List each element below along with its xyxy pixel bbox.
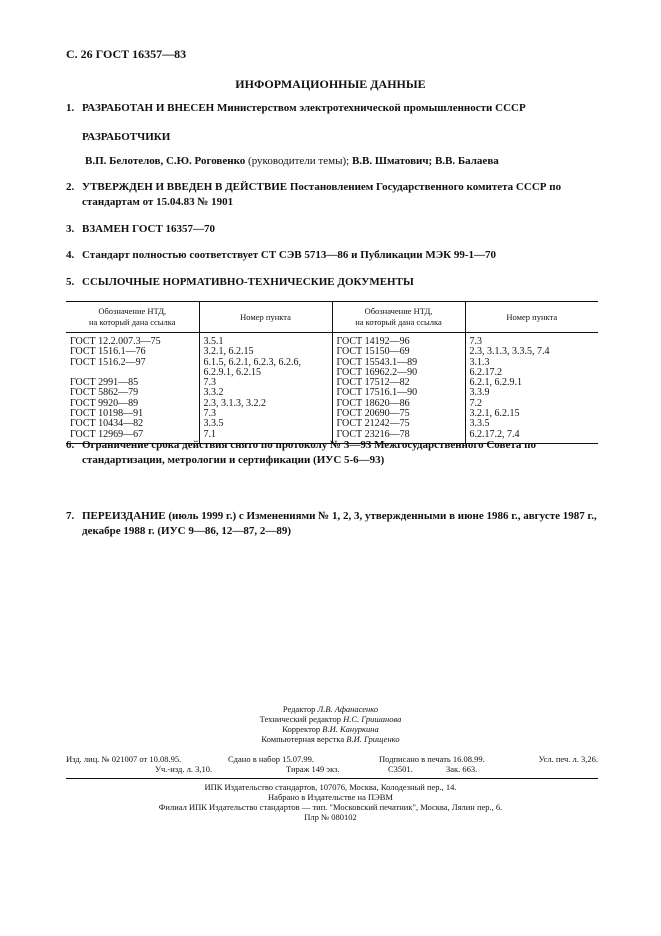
left-point-row: 3.2.1, 6.2.15 bbox=[203, 346, 254, 358]
item-2-number: 2. bbox=[66, 181, 75, 193]
item-2 bbox=[66, 180, 606, 210]
left-designation-row: ГОСТ 10198—91 bbox=[70, 408, 144, 420]
right-point-row: 6.2.17.2 bbox=[469, 366, 502, 378]
item-5-number: 5. bbox=[66, 276, 75, 288]
order-c: С3501. bbox=[388, 764, 413, 774]
right-designation-row: ГОСТ 18620—86 bbox=[336, 397, 410, 409]
pub-sheets: Уч.-изд. л. 3,10. bbox=[155, 764, 213, 774]
right-designation-row: ГОСТ 14192—96 bbox=[336, 336, 410, 347]
right-point-row: 7.2 bbox=[469, 397, 482, 409]
left-designation-column bbox=[66, 333, 199, 444]
sent-to-set: Сдано в набор 15.07.99. bbox=[228, 754, 314, 764]
left-designation-row: ГОСТ 9920—89 bbox=[70, 397, 139, 409]
left-designation-row: ГОСТ 1516.1—76 bbox=[70, 346, 146, 358]
page-title: ИНФОРМАЦИОННЫЕ ДАННЫЕ bbox=[235, 77, 426, 91]
item-3-number: 3. bbox=[66, 223, 75, 235]
header-designation-right-l2: на который дана ссылка bbox=[355, 317, 442, 327]
item-1 bbox=[66, 101, 606, 116]
item-6-number: 6. bbox=[66, 439, 75, 451]
left-designation-row: ГОСТ 2991—85 bbox=[70, 377, 139, 389]
tech-editor-name: Н.С. Гришанова bbox=[343, 714, 402, 724]
right-designation-row: ГОСТ 16962.2—90 bbox=[336, 366, 418, 378]
print-sheets: Усл. печ. л. 3,26. bbox=[538, 754, 598, 764]
right-point-row: 3.2.1, 6.2.15 bbox=[469, 408, 520, 420]
item-4-number: 4. bbox=[66, 249, 75, 261]
publisher: ИПК Издательство стандартов, 107076, Москва, Колодезный пер., 14. bbox=[204, 782, 457, 792]
item-2-text: Постановлением Государственного комитета СССР по стандартам от 15.04.83 № 1901 bbox=[82, 181, 562, 208]
order-number: Зак. 663. bbox=[446, 764, 478, 774]
header-designation-right-l1: Обозначение НТД, bbox=[364, 306, 433, 316]
item-5-text: ССЫЛОЧНЫЕ НОРМАТИВНО-ТЕХНИЧЕСКИЕ ДОКУМЕНТЫ bbox=[82, 276, 414, 288]
typeset: Набрано в Издательстве на ПЭВМ bbox=[268, 792, 393, 802]
left-designation-row: ГОСТ 5862—79 bbox=[70, 387, 139, 399]
license: Изд. лиц. № 021007 от 10.08.95. bbox=[66, 754, 182, 764]
left-designation-row: ГОСТ 12969—67 bbox=[70, 428, 144, 440]
header-designation-left-l1: Обозначение НТД, bbox=[98, 306, 167, 316]
item-7-lead: ПЕРЕИЗДАНИЕ bbox=[82, 510, 166, 522]
right-point-row: 3.3.9 bbox=[469, 387, 490, 399]
right-point-row: 6.2.17.2, 7.4 bbox=[469, 428, 520, 440]
developers-label bbox=[66, 130, 606, 145]
item-7-number: 7. bbox=[66, 510, 75, 522]
item-2-lead: УТВЕРЖДЕН И ВВЕДЕН В ДЕЙСТВИЕ bbox=[82, 181, 288, 193]
header-point-left: Номер пункта bbox=[199, 302, 332, 333]
corrector-label: Корректор bbox=[282, 724, 321, 734]
layout-name: В.И. Грищенко bbox=[346, 734, 400, 744]
circulation: Тираж 149 экз. bbox=[286, 764, 340, 774]
left-designation-row: ГОСТ 10434—82 bbox=[70, 418, 144, 430]
page-header: С. 26 ГОСТ 16357—83 bbox=[66, 47, 187, 61]
corrector-name: В.И. Кануркина bbox=[322, 724, 379, 734]
right-designation-row: ГОСТ 20690—75 bbox=[336, 408, 410, 420]
imprint-editors bbox=[0, 704, 661, 744]
header-designation-left-l2: на который дана ссылка bbox=[88, 317, 176, 327]
left-point-row: 7.3 bbox=[203, 377, 216, 389]
right-point-row: 6.2.1, 6.2.9.1 bbox=[469, 377, 522, 389]
left-point-row: 7.3 bbox=[203, 408, 216, 420]
left-designation-row: ГОСТ 1516.2—97 bbox=[70, 356, 146, 368]
header-designation-right bbox=[332, 302, 465, 333]
right-designation-row: ГОСТ 21242—75 bbox=[336, 418, 410, 430]
signed-print: Подписано в печать 16.08.99. bbox=[379, 754, 485, 764]
item-1-number: 1. bbox=[66, 102, 75, 114]
right-point-row: 7.3 bbox=[469, 336, 482, 347]
right-designation-row: ГОСТ 17516.1—90 bbox=[336, 387, 418, 399]
left-point-row: 6.2.9.1, 6.2.15 bbox=[203, 366, 261, 378]
tech-editor-label: Технический редактор bbox=[259, 714, 341, 724]
right-designation-row: ГОСТ 15150—69 bbox=[336, 346, 410, 358]
right-point-row: 3.3.5 bbox=[469, 418, 490, 430]
header-point-right: Номер пункта bbox=[465, 302, 598, 333]
right-point-row: 2.3, 3.1.3, 3.3.5, 7.4 bbox=[469, 346, 550, 358]
left-point-row: 3.5.1 bbox=[203, 336, 224, 347]
item-1-text: Министерством электротехнической промышленности СССР bbox=[216, 102, 526, 114]
left-point-row: 6.1.5, 6.2.1, 6.2.3, 6.2.6, bbox=[203, 356, 301, 368]
item-6-text: Ограничение срока действия снято по протоколу № 3—93 Межгосударственного Совета по стандартизации, метрологии и сертификации (ИУС 5-6—93) bbox=[82, 439, 536, 466]
imprint-divider bbox=[66, 778, 598, 779]
right-designation-column bbox=[332, 333, 465, 444]
item-7 bbox=[66, 509, 606, 539]
layout-label: Компьютерная верстка bbox=[261, 734, 345, 744]
right-designation-row: ГОСТ 23216—78 bbox=[336, 428, 410, 440]
right-point-column bbox=[465, 333, 598, 444]
right-point-row: 3.1.3 bbox=[469, 356, 490, 368]
item-6 bbox=[66, 438, 606, 468]
imprint-publisher bbox=[0, 782, 661, 822]
branch: Филиал ИПК Издательство стандартов — тип. "Московский печатник", Москва, Лялин пер., 6. bbox=[158, 802, 503, 812]
left-point-row: 7.1 bbox=[203, 428, 216, 440]
right-designation-row: ГОСТ 17512—82 bbox=[336, 377, 410, 389]
header-designation-left bbox=[66, 302, 199, 333]
left-point-row: 3.3.2 bbox=[203, 387, 224, 399]
left-point-column bbox=[199, 333, 332, 444]
item-7-text: (июль 1999 г.) с Изменениями № 1, 2, 3, утвержденными в июне 1986 г., августе 1987 г., декабре 1988 г. (ИУС 9—86, 12—87, 2—89) bbox=[82, 510, 597, 537]
right-designation-row: ГОСТ 15543.1—89 bbox=[336, 356, 418, 368]
developers-leads: В.П. Белотелов, С.Ю. Роговенко bbox=[85, 155, 246, 167]
item-5 bbox=[66, 275, 606, 290]
left-point-row: 3.3.5 bbox=[203, 418, 224, 430]
developers-label-text: РАЗРАБОТЧИКИ bbox=[82, 131, 171, 143]
developers-names bbox=[85, 154, 625, 169]
developers-role: (руководители темы); bbox=[248, 155, 350, 167]
developers-others: В.В. Шматович; В.В. Балаева bbox=[351, 155, 499, 167]
left-point-row: 2.3, 3.1.3, 3.2.2 bbox=[203, 397, 266, 409]
reference-table bbox=[66, 301, 598, 444]
item-1-lead: РАЗРАБОТАН И ВНЕСЕН bbox=[82, 102, 215, 114]
plr: Плр № 080102 bbox=[304, 812, 357, 822]
item-3-text: ВЗАМЕН ГОСТ 16357—70 bbox=[82, 223, 216, 235]
item-4-text: Стандарт полностью соответствует СТ СЭВ 5713—86 и Публикации МЭК 99-1—70 bbox=[82, 249, 497, 261]
item-3 bbox=[66, 222, 606, 237]
editor-label: Редактор bbox=[282, 704, 316, 714]
left-designation-row: ГОСТ 12.2.007.3—75 bbox=[70, 336, 161, 347]
editor-name: Л.В. Афанасенко bbox=[317, 704, 379, 714]
item-4 bbox=[66, 248, 606, 263]
